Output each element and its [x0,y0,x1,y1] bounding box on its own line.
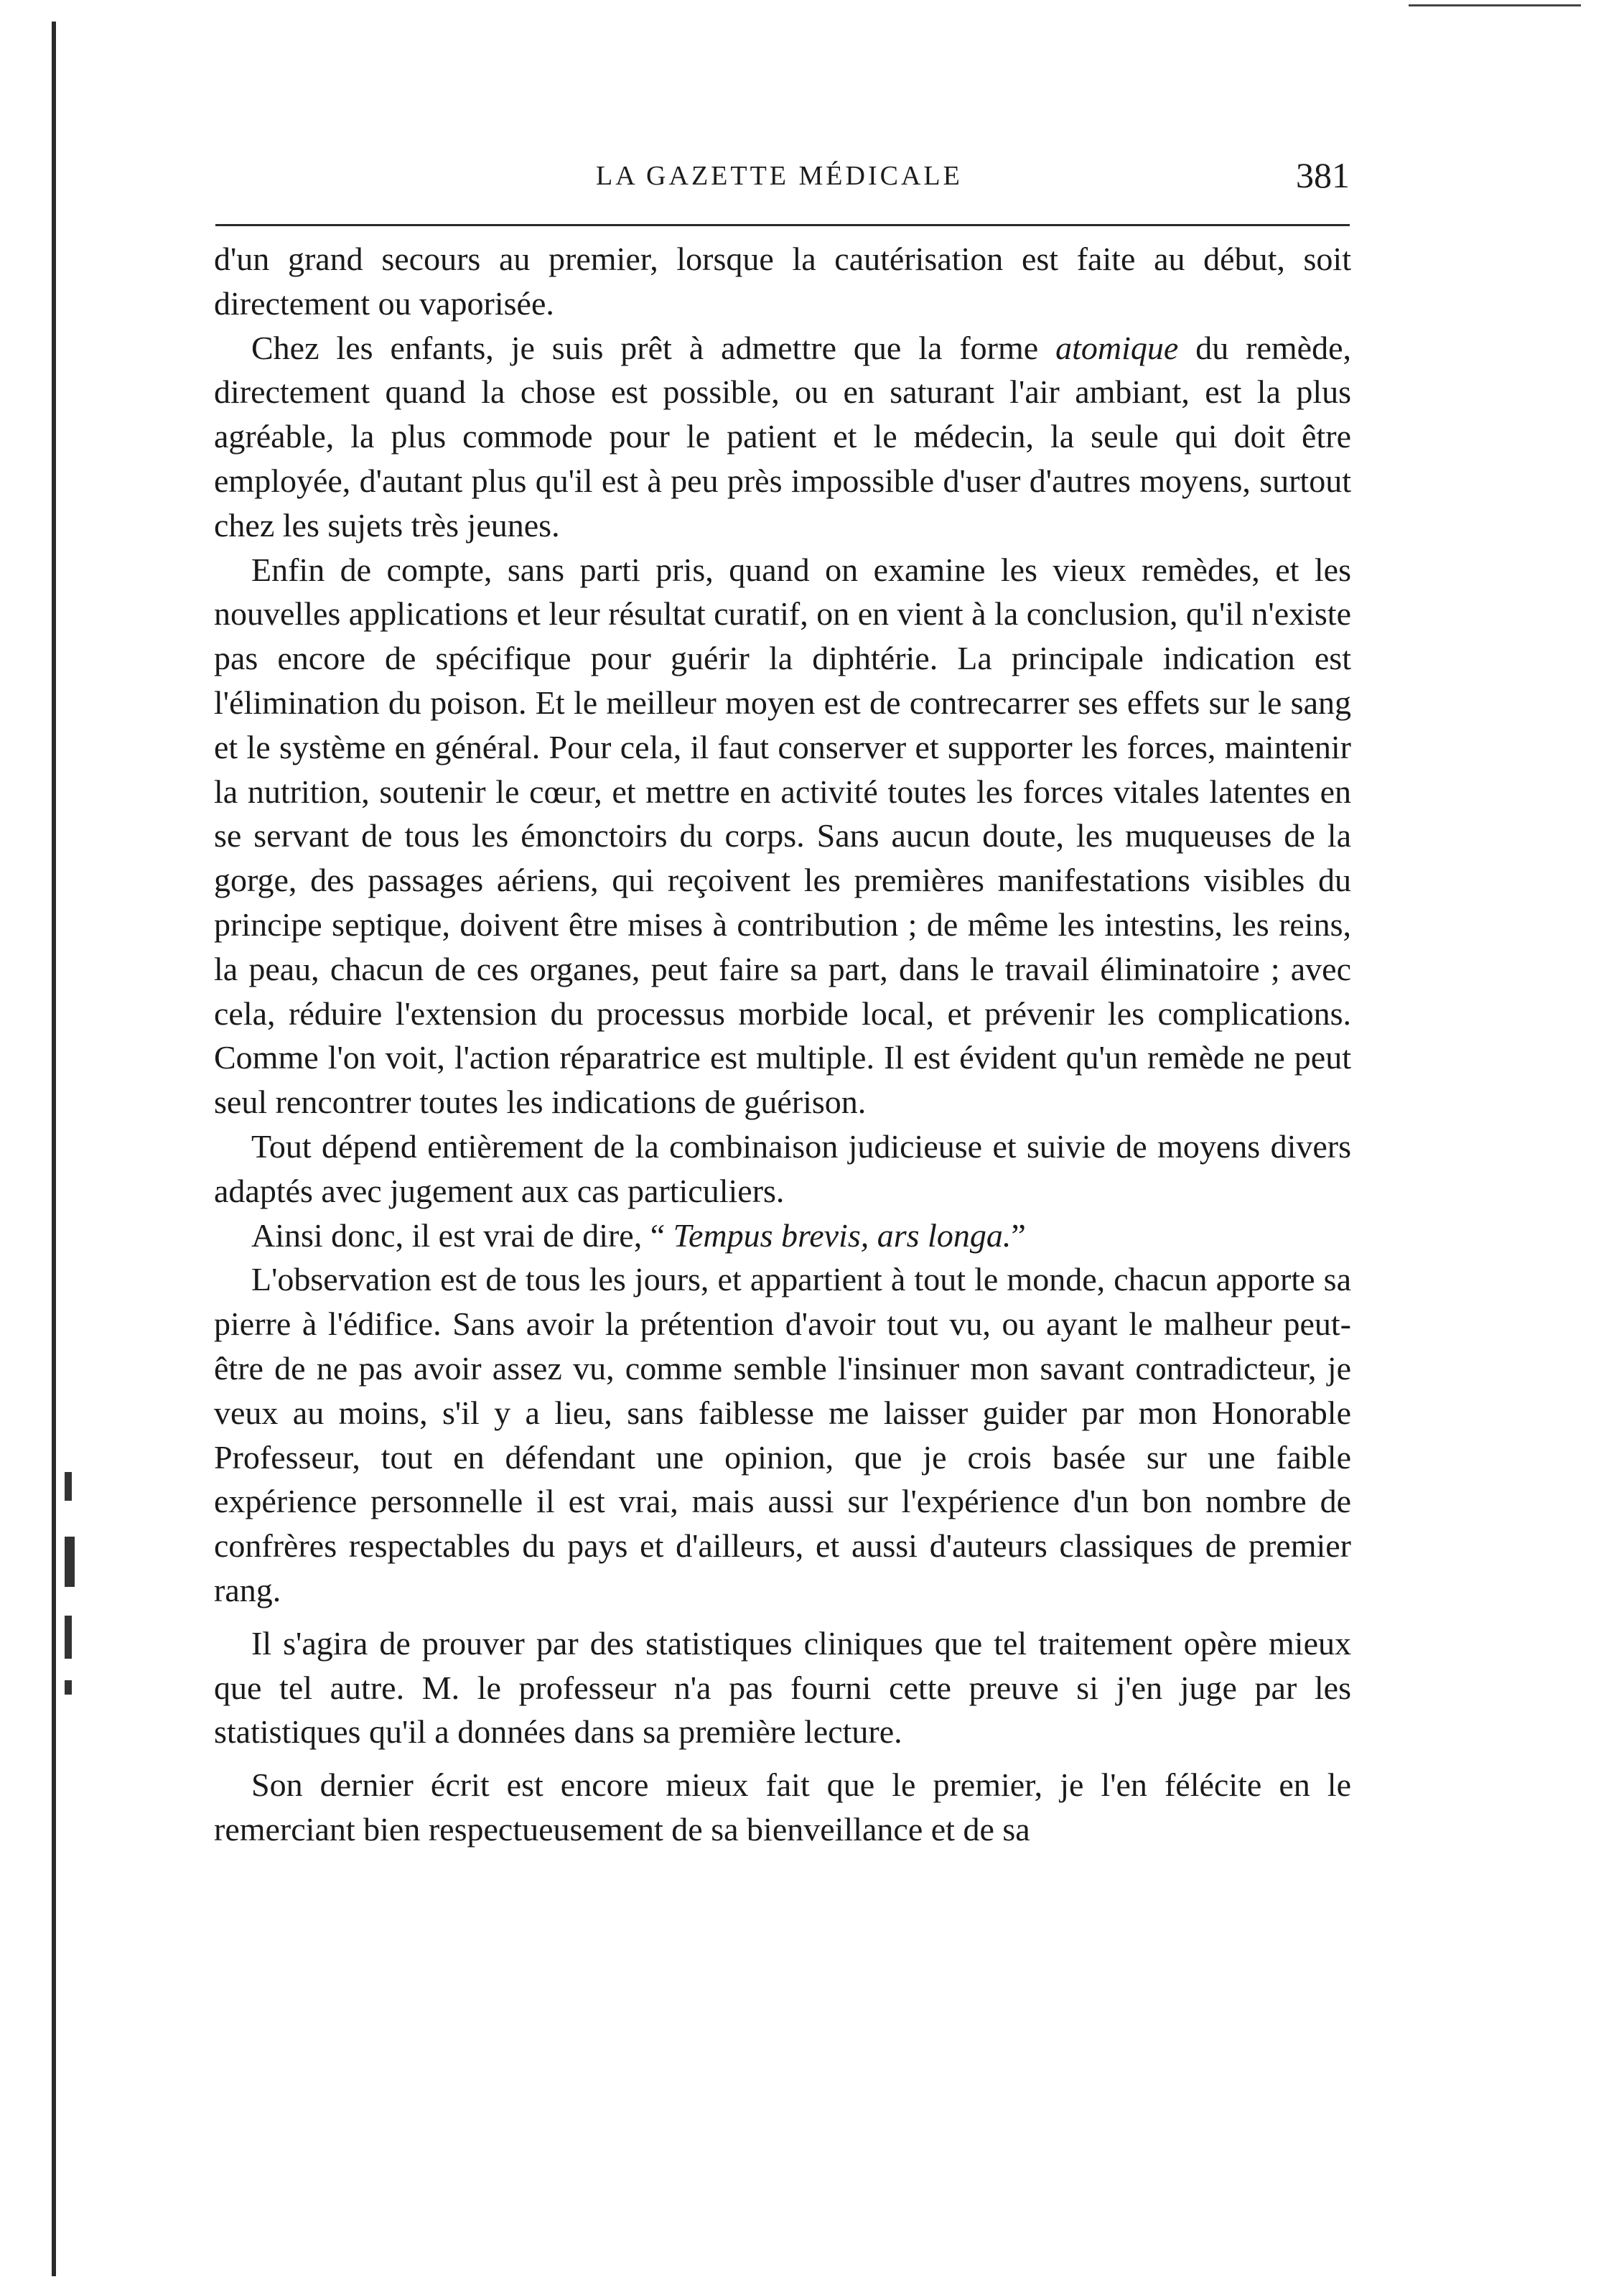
paragraph-2-text-a: Chez les enfants, je suis prêt à admettre que la forme [251,329,1056,366]
binding-marks [65,1472,82,1702]
paragraph-5-text-b: ” [1011,1216,1026,1254]
paragraph-3: Enfin de compte, sans parti pris, quand on examine les vieux remèdes, et les nouvelles applications et leur résultat curatif, on en vient à la conclusion, qu'il n'existe pas encore de spécifique pour guérir la diphtérie. La principale indication est l'élimination du poison. Et le meilleur moyen est de contrecarrer ses effets sur le sang et le système en général. Pour cela, il faut conserver et supporter les forces, maintenir la nutrition, soutenir le cœur, et mettre en activité toutes les forces vitales latentes en se servant de tous les émonctoirs du corps. Sans aucun doute, les muqueuses de la gorge, des passages aériens, qui reçoivent les premières manifestations visibles du principe septique, doivent être mises à contribution ; de même les intestins, les reins, la peau, chacun de ces organes, peut faire sa part, dans le travail éliminatoire ; avec cela, réduire l'extension du processus morbide local, et prévenir les complications. Comme l'on voit, l'action réparatrice est multiple. Il est évident qu'un remède ne peut seul rencontrer toutes les indications de guérison. [214,551,1351,1121]
body-text [214,237,1351,1852]
paragraph-5 [214,1214,1351,1258]
paragraph-2-emphasis: atomique [1055,329,1179,366]
paragraph-8: Son dernier écrit est encore mieux fait que le premier, je l'en félécite en le remerciant bien respectueusement de sa bienveillance et de sa [214,1766,1351,1848]
page-number: 381 [1296,155,1350,195]
binding-edge [52,22,56,2276]
paragraph-2 [214,326,1351,548]
page-header [215,154,1350,197]
paragraph-6: L'observation est de tous les jours, et appartient à tout le monde, chacun apporte sa pierre à l'édifice. Sans avoir la prétention d'avoir tout vu, ou ayant le malheur peut-être de ne pas avoir assez vu, comme semble l'insinuer mon savant contradicteur, je veux au moins, s'il y a lieu, sans faiblesse me laisser guider par mon Honorable Professeur, tout en défendant une opinion, que je crois basée sur une faible expérience personnelle il est vrai, mais aussi sur l'expérience d'un bon nombre de confrères respectables du pays et d'ailleurs, et aussi d'auteurs classiques de premier rang. [214,1261,1351,1608]
paragraph-5-text-a: Ainsi donc, il est vrai de dire, “ [251,1216,673,1254]
paragraph-2-text-b: du remède, directement quand la chose est possible, ou en saturant l'air ambiant, est la plus agréable, la plus commode pour le patient et le médecin, la seule qui doit être employée, d'autant plus qu'il est à peu près impossible d'user d'autres moyens, surtout chez les sujets très jeunes. [214,329,1351,544]
header-rule [215,224,1350,226]
scan-edge-artifact [1409,4,1581,6]
paragraph-1: d'un grand secours au premier, lorsque la cautérisation est faite au début, soit directement ou vaporisée. [214,241,1351,322]
running-title: LA GAZETTE MÉDICALE [596,161,963,191]
paragraph-7: Il s'agira de prouver par des statistiques cliniques que tel traitement opère mieux que tel autre. M. le professeur n'a pas fourni cette preuve si j'en juge par les statistiques qu'il a données dans sa première lecture. [214,1624,1351,1751]
paragraph-4: Tout dépend entièrement de la combinaison judicieuse et suivie de moyens divers adaptés avec jugement aux cas particuliers. [214,1127,1351,1209]
paragraph-5-quote: Tempus brevis, ars longa. [673,1216,1012,1254]
